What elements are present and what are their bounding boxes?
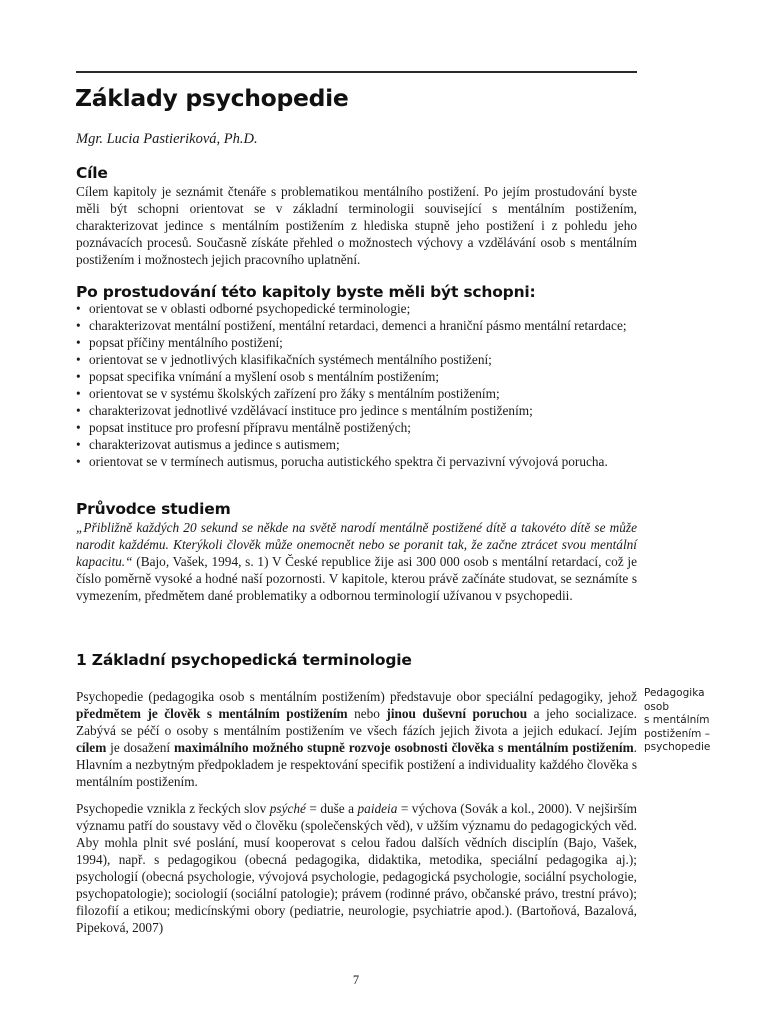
bullet-icon: •	[76, 318, 81, 333]
list-item-text: popsat instituce pro profesní přípravu mentálně postižených;	[89, 420, 411, 435]
study-guide-body: (Bajo, Vašek, 1994, s. 1) V České republice žije asi 300 000 osob s mentální retardací, což je číslo poměrně vysoké a hodné naší pozornosti. V kapitole, kterou právě začínáte studovat, se seznámíte s vymezením, předmětem dané problematiky a odbornou terminologií užívanou v psychopedii.	[76, 554, 637, 603]
list-item-text: popsat specifika vnímání a myšlení osob s mentálním postižením;	[89, 369, 440, 384]
list-item	[76, 351, 637, 368]
italic-run: paideia	[357, 801, 398, 816]
list-item-text: orientovat se v jednotlivých klasifikačních systémech mentálního postižení;	[89, 352, 492, 367]
bullet-icon: •	[76, 301, 81, 316]
list-item	[76, 453, 637, 470]
bold-run: cílem	[76, 740, 107, 755]
margin-note-line: psychopedie	[644, 741, 711, 753]
bold-run: předmětem je člověk s mentálním postižením	[76, 706, 348, 721]
margin-note-line: Pedagogika	[644, 687, 705, 699]
section-heading: 1 Základní psychopedická terminologie	[76, 651, 412, 669]
text-run: = duše a	[305, 801, 358, 816]
chapter-title: Základy psychopedie	[75, 84, 349, 112]
list-item	[76, 300, 637, 317]
list-item-text: popsat příčiny mentálního postižení;	[89, 335, 283, 350]
bullet-icon: •	[76, 369, 81, 384]
bullet-icon: •	[76, 454, 81, 469]
bullet-icon: •	[76, 386, 81, 401]
list-item	[76, 368, 637, 385]
list-item	[76, 436, 637, 453]
psychopedie-paragraph-2	[76, 800, 637, 936]
author: Mgr. Lucia Pastieriková, Ph.D.	[76, 131, 258, 147]
italic-run: psýché	[269, 801, 306, 816]
text-run: Psychopedie vznikla z řeckých slov	[76, 801, 270, 816]
text-run: Psychopedie (pedagogika osob s mentálním postižením) představuje obor speciální pedagogiky, jehož	[76, 689, 637, 704]
text-run: . Hlavním a nezbytným předpokladem je respektování specifik postižení a individuality každého člověka s mentálním postižením.	[76, 740, 637, 789]
list-item-text: orientovat se v termínech autismus, porucha autistického spektra či pervazivní vývojová porucha.	[89, 454, 608, 469]
study-guide-text	[76, 519, 637, 604]
margin-note-line: postižením –	[644, 727, 710, 740]
top-rule	[76, 71, 637, 73]
list-item-text: charakterizovat jednotlivé vzdělávací instituce pro jedince s mentálním postižením;	[89, 403, 533, 418]
margin-note-line: osob	[644, 700, 669, 713]
bullet-icon: •	[76, 403, 81, 418]
bullet-icon: •	[76, 420, 81, 435]
list-item	[76, 402, 637, 419]
psychopedie-paragraph-1	[76, 688, 637, 790]
text-run: je dosažení	[106, 740, 174, 755]
text-run: = výchova (Sovák a kol., 2000). V nejširším významu patří do soustavy věd o člověku (společenských věd), v užším významu do pedagogických věd. Aby mohla plnit své poslání, musí kooperovat s celou řadou dalších vědních disciplín (Bajo, Vašek, 1994), např. s pedagogikou (obecná pedagogika, didaktika, metodika, speciální pedagogika aj.); psychologií (obecná psychologie, vývojová psychologie, pedagogická psychologie, sociální psychologie, psychopatologie); sociologií (sociální patologie); právem (rodinné právo, občanské právo, trestní právo); filozofií a etikou; medicínskými obory (pediatrie, neurologie, psychiatrie apod.). (Bartoňová, Bazalová, Pipeková, 2007)	[76, 801, 637, 935]
bullet-icon: •	[76, 352, 81, 367]
goals-heading: Cíle	[76, 164, 108, 182]
list-item	[76, 419, 637, 436]
text-run: nebo	[347, 706, 387, 721]
list-item-text: charakterizovat autismus a jedince s autismem;	[89, 437, 340, 452]
outcomes-heading: Po prostudování této kapitoly byste měli být schopni:	[76, 283, 536, 301]
margin-note-line: s mentálním	[644, 714, 710, 726]
bold-run: jinou duševní poruchou	[386, 706, 528, 721]
bullet-icon: •	[76, 437, 81, 452]
study-guide-heading: Průvodce studiem	[76, 500, 231, 518]
bullet-icon: •	[76, 335, 81, 350]
bold-run: maximálního možného stupně rozvoje osobnosti člověka s mentálním postižením	[173, 740, 634, 755]
goals-text: Cílem kapitoly je seznámit čtenáře s problematikou mentálního postižení. Po jejím prostudování byste měli být schopni orientovat se v základní terminologii související s mentálním postižením, charakterizovat jedince s mentálním postižením z hlediska stupně jeho postižení i z pohledu jeho poznávacích procesů. Současně získáte přehled o možnostech výchovy a vzdělávání osob s mentálním postižením i možnostech jejich pracovního uplatnění.	[76, 184, 637, 267]
list-item	[76, 334, 637, 351]
text-run: a jeho socializace. Zabývá se péčí o osoby s mentálním postižením ve všech fázích jejich života a jejich edukací. Jejím	[76, 706, 637, 738]
list-item-text: orientovat se v oblasti odborné psychopedické terminologie;	[89, 301, 411, 316]
list-item-text: orientovat se v systému školských zařízení pro žáky s mentálním postižením;	[89, 386, 500, 401]
list-item-text: charakterizovat mentální postižení, mentální retardaci, demenci a hraniční pásmo mentální retardace;	[89, 318, 627, 333]
outcomes-list	[76, 300, 637, 470]
page-number: 7	[352, 973, 360, 987]
list-item	[76, 385, 637, 402]
list-item	[76, 317, 637, 334]
margin-note	[644, 687, 744, 755]
study-guide-quote: „Přibližně každých 20 sekund se někde na světě narodí mentálně postižené dítě a takovéto dítě se může narodit každému. Kterýkoli člověk může onemocnět nebo se poranit tak, že začne ztrácet svou mentální kapacitu.“	[76, 520, 637, 569]
